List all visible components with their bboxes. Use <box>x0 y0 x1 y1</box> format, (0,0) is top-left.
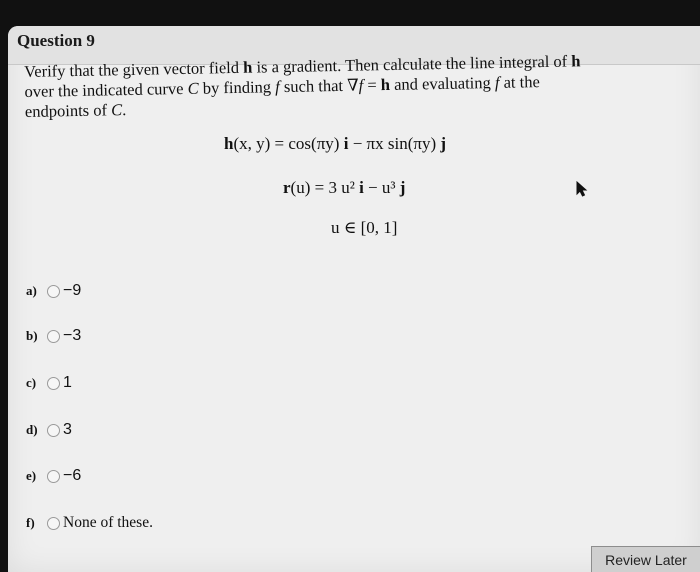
option-value: −6 <box>63 467 82 484</box>
radio-button[interactable] <box>47 517 60 530</box>
answer-option-e[interactable] <box>26 467 81 485</box>
option-letter: c) <box>26 375 37 390</box>
option-value: 3 <box>63 421 72 438</box>
option-value: 1 <box>63 374 72 391</box>
formula-vector-field: h(x, y) = cos(πy) i − πx sin(πy) j <box>224 134 447 153</box>
radio-button[interactable] <box>47 330 60 343</box>
option-letter: b) <box>26 328 38 343</box>
review-later-button[interactable]: Review Later <box>591 546 700 572</box>
formula-curve: r(u) = 3 u² i − u³ j <box>283 178 406 197</box>
prompt-line-2: over the indicated curve C by finding f such that ∇f = h and evaluating f at the <box>24 72 540 101</box>
option-letter: e) <box>26 468 37 483</box>
formula-domain: u ∈ [0, 1] <box>331 218 398 237</box>
answer-option-f[interactable] <box>26 514 153 532</box>
mouse-pointer-icon <box>576 181 588 197</box>
question-title: Question 9 <box>17 31 95 50</box>
prompt-line-3: endpoints of C. <box>24 100 127 121</box>
option-value: None of these. <box>63 514 153 531</box>
radio-button[interactable] <box>47 377 60 390</box>
radio-button[interactable] <box>47 424 60 437</box>
radio-button[interactable] <box>47 470 60 483</box>
option-value: −3 <box>63 327 82 344</box>
answer-option-d[interactable] <box>26 421 72 439</box>
option-letter: f) <box>26 515 35 530</box>
answer-option-c[interactable] <box>26 374 72 392</box>
option-value: −9 <box>63 282 82 299</box>
prompt-line-1: Verify that the given vector field h is a gradient. Then calculate the line integral of h <box>24 51 581 81</box>
radio-button[interactable] <box>47 285 60 298</box>
answer-option-b[interactable] <box>26 327 81 345</box>
question-prompt <box>24 49 685 122</box>
option-letter: d) <box>26 422 38 437</box>
answer-option-a[interactable] <box>26 282 81 300</box>
option-letter: a) <box>26 283 37 298</box>
